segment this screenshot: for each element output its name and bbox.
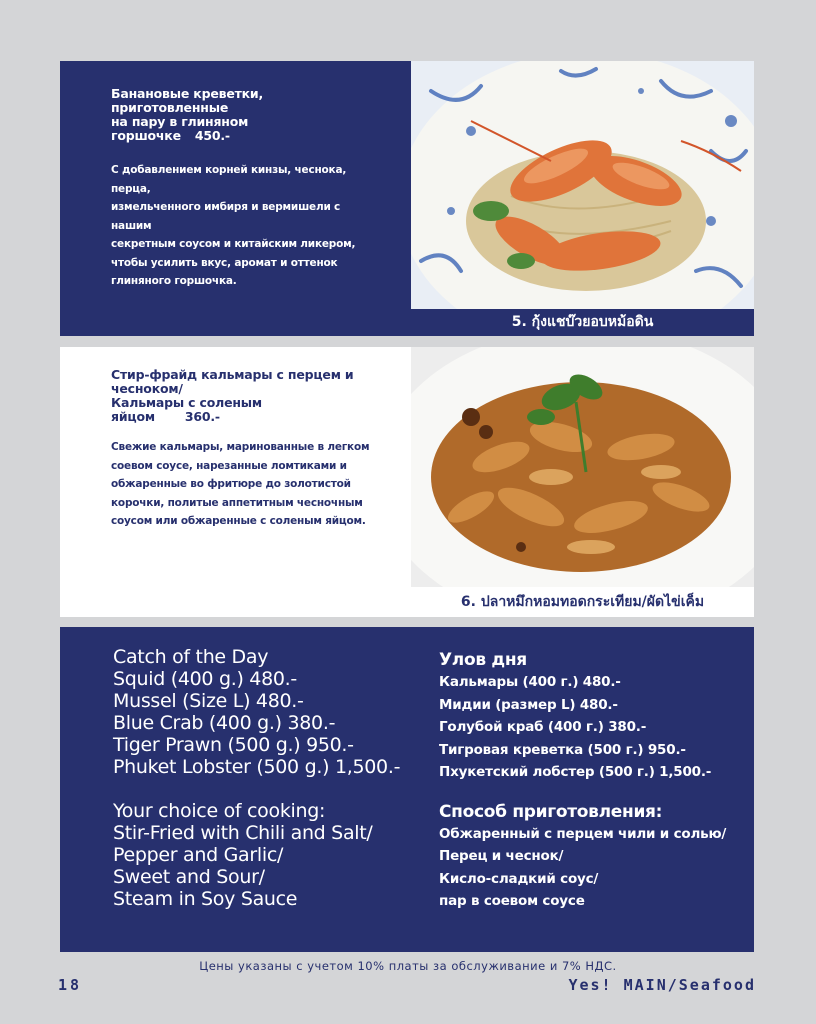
cooking-heading: Способ приготовления: — [439, 801, 663, 822]
dish-title: Банановые креветки, приготовленные на пару в глиняном горшочке 450.- — [111, 86, 264, 143]
catch-item: Squid (400 g.) 480.- — [113, 668, 297, 690]
dish-caption: 5. กุ้งแชบ๊วยอบหม้อดิน — [511, 314, 654, 330]
dish-info-shrimp — [111, 87, 371, 291]
dish-description: Свежие кальмары, маринованные в легком соевом соусе, нарезанные ломтиками и обжаренные во фритюре до золотистой корочки, политые аппетитным чесночным соусом или обжаренные с соленым яйцом. — [111, 441, 370, 527]
catch-item: Мидии (размер L) 480.- — [439, 696, 618, 713]
catch-russian — [439, 649, 749, 913]
catch-english — [113, 646, 433, 910]
catch-item: Tiger Prawn (500 g.) 950.- — [113, 734, 354, 756]
cooking-option: Sweet and Sour/ — [113, 866, 265, 888]
cooking-option: Pepper and Garlic/ — [113, 844, 284, 866]
catch-of-the-day-panel — [60, 627, 754, 952]
dish-info-squid — [111, 368, 371, 531]
cooking-heading: Your choice of cooking: — [113, 800, 326, 822]
dish-price: 450.- — [194, 128, 230, 143]
catch-item: Blue Crab (400 g.) 380.- — [113, 712, 336, 734]
dish-card-squid — [60, 347, 754, 617]
dish-description: С добавлением корней кинзы, чеснока, перца, измельченного имбиря и вермишели с нашим секретным соусом и китайским ликером, чтобы усилить вкус, аромат и оттенок глиняного горшочка. — [111, 164, 356, 287]
cooking-option: Кисло-сладкий соус/ — [439, 870, 599, 887]
catch-item: Mussel (Size L) 480.- — [113, 690, 304, 712]
dish-title: Стир-фрайд кальмары с перцем и чесноком/ Кальмары с соленым яйцом 360.- — [111, 367, 354, 424]
dish-photo-squid — [411, 347, 754, 587]
catch-item: Phuket Lobster (500 g.) 1,500.- — [113, 756, 401, 778]
catch-heading: Улов дня — [439, 650, 527, 670]
dish-caption: 6. ปลาหมึกหอมทอดกระเทียม/ผัดไข่เค็ม — [460, 594, 705, 610]
cooking-option: Steam in Soy Sauce — [113, 888, 298, 910]
page-number: 18 — [58, 976, 83, 994]
section-title: Yes! MAIN/Seafood — [568, 976, 756, 994]
catch-heading: Catch of the Day — [113, 646, 269, 668]
catch-item: Тигровая креветка (500 г.) 950.- — [439, 741, 686, 758]
cooking-option: Перец и чеснок/ — [439, 848, 564, 864]
catch-item: Кальмары (400 г.) 480.- — [439, 674, 621, 690]
dish-price: 360.- — [184, 409, 220, 424]
catch-item: Пхукетский лобстер (500 г.) 1,500.- — [439, 764, 712, 780]
dish-card-shrimp — [60, 61, 754, 336]
cooking-option: Обжаренный с перцем чили и солью/ — [439, 825, 727, 842]
cooking-option: пар в соевом соусе — [439, 893, 585, 909]
catch-item: Голубой краб (400 г.) 380.- — [439, 719, 647, 735]
dish-photo-shrimp — [411, 61, 754, 309]
service-charge-note: Цены указаны с учетом 10% платы за обслуживание и 7% НДС. — [199, 959, 617, 973]
cooking-option: Stir-Fried with Chili and Salt/ — [113, 822, 373, 844]
